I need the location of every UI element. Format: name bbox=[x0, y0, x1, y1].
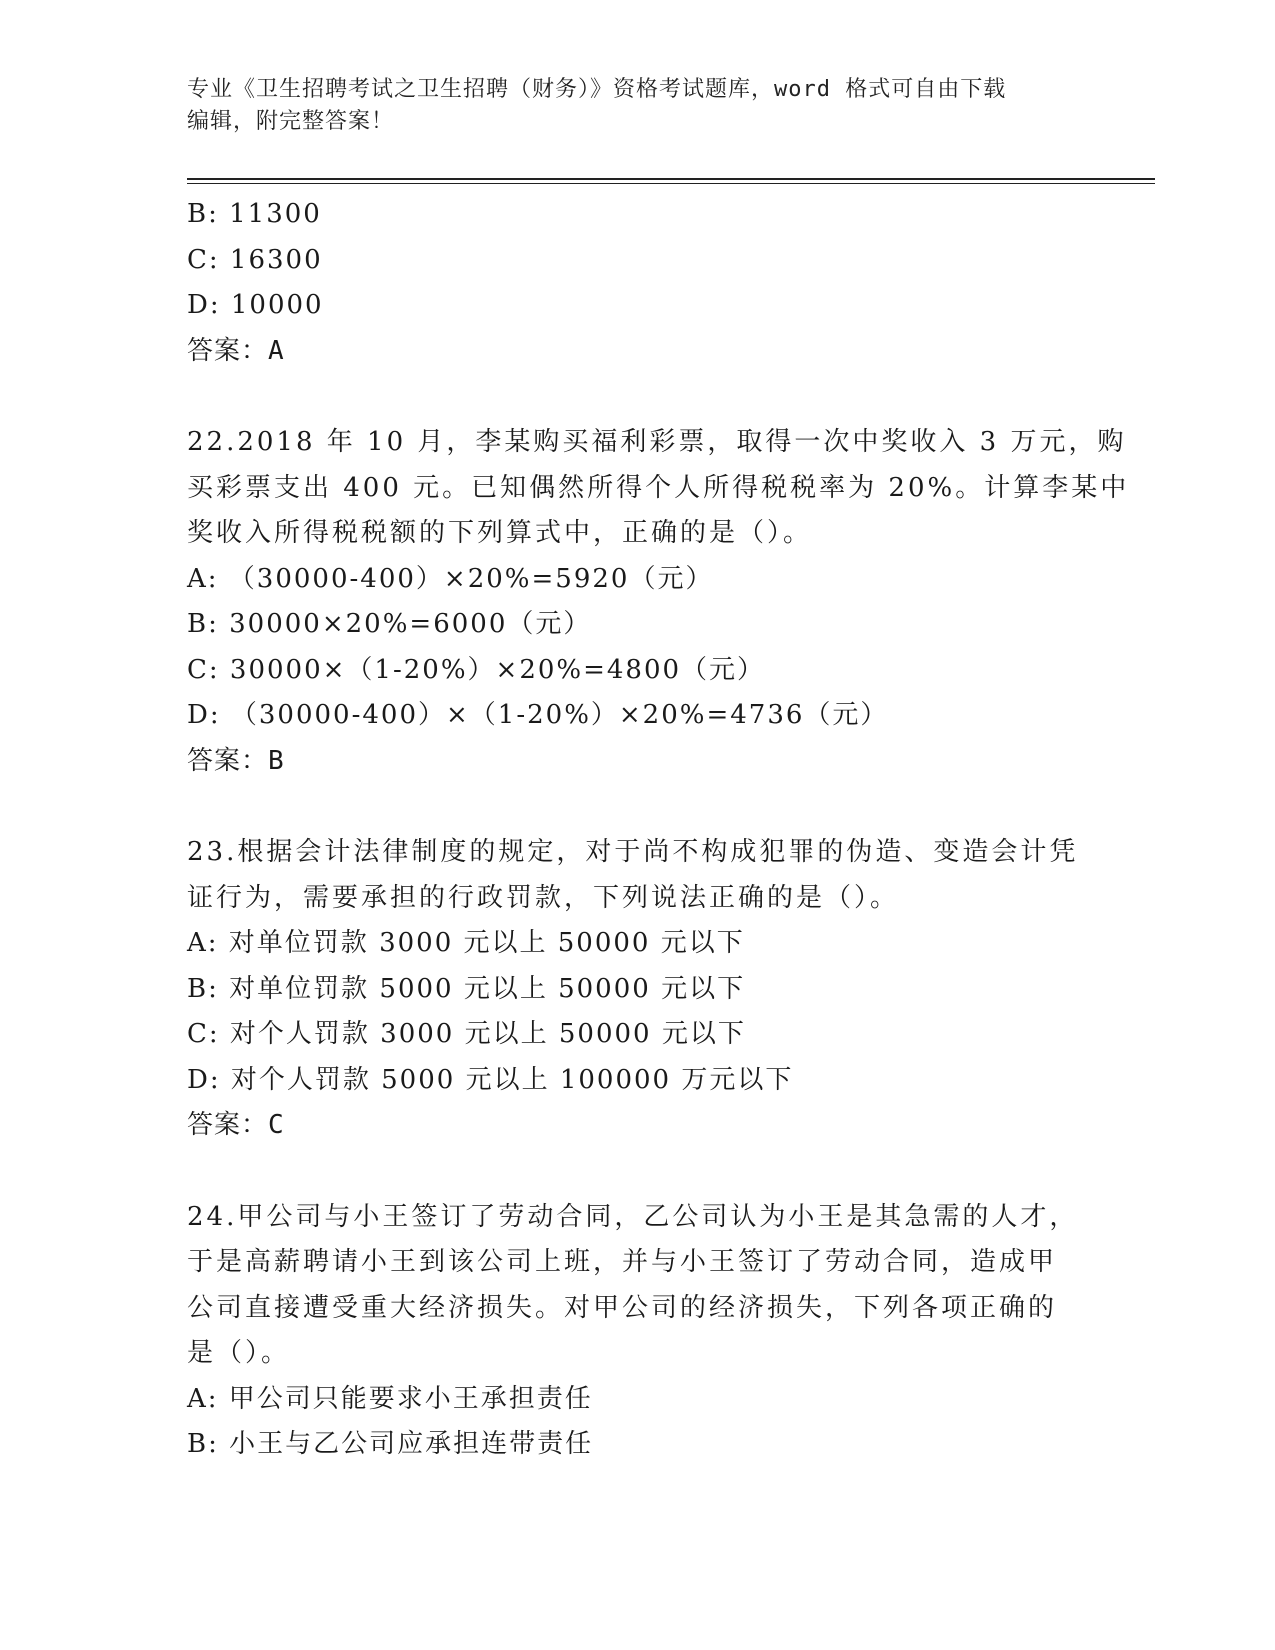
question-stem-line: 证行为，需要承担的行政罚款，下列说法正确的是（）。 bbox=[187, 882, 900, 913]
question-stem-line: 23.根据会计法律制度的规定，对于尚不构成犯罪的伪造、变造会计凭 bbox=[187, 837, 1079, 867]
question-stem-line: 是（）。 bbox=[187, 1338, 291, 1368]
question-stem-line: 奖收入所得税税额的下列算式中，正确的是（）。 bbox=[187, 518, 813, 548]
option-c: C: 16300 bbox=[187, 244, 323, 275]
option-b: B: 30000×20%=6000（元） bbox=[187, 609, 592, 639]
question-stem-line: 公司直接遭受重大经济损失。对甲公司的经济损失，下列各项正确的 bbox=[187, 1292, 1058, 1323]
option-c: C: 30000×（1-20%）×20%=4800（元） bbox=[187, 654, 766, 685]
header-rule-thick bbox=[187, 178, 1155, 180]
spacer bbox=[187, 784, 1087, 830]
question-stem-line: 于是高薪聘请小王到该公司上班，并与小王签订了劳动合同，造成甲 bbox=[187, 1247, 1058, 1277]
option-a: A: 甲公司只能要求小王承担责任 bbox=[187, 1383, 593, 1414]
question-21-tail bbox=[187, 192, 1087, 374]
option-b: B: 小王与乙公司应承担连带责任 bbox=[187, 1429, 594, 1459]
spacer bbox=[187, 374, 1087, 420]
option-b: B: 11300 bbox=[187, 199, 322, 229]
question-24 bbox=[187, 1195, 1087, 1468]
option-a: A: （30000-400）×20%=5920（元） bbox=[187, 563, 714, 594]
option-d: D: 对个人罚款 5000 元以上 100000 万元以下 bbox=[187, 1064, 794, 1095]
header-line-2: 编辑，附完整答案！ bbox=[187, 109, 395, 134]
option-d: D: 10000 bbox=[187, 290, 324, 320]
answer: 答案：C bbox=[187, 1110, 285, 1140]
option-d: D: （30000-400）×（1-20%）×20%=4736（元） bbox=[187, 700, 889, 730]
question-stem-line: 24.甲公司与小王签订了劳动合同，乙公司认为小王是其急需的人才， bbox=[187, 1201, 1079, 1232]
question-stem-line: 22.2018 年 10 月，李某购买福利彩票，取得一次中奖收入 3 万元，购 bbox=[187, 427, 1127, 457]
question-22 bbox=[187, 420, 1130, 784]
option-b: B: 对单位罚款 5000 元以上 50000 元以下 bbox=[187, 973, 746, 1004]
header-line-1: 专业《卫生招聘考试之卫生招聘（财务）》资格考试题库，word 格式可自由下载 bbox=[187, 77, 1007, 102]
question-body bbox=[187, 192, 1130, 1468]
page-header bbox=[187, 74, 1067, 138]
answer: 答案：B bbox=[187, 745, 285, 776]
question-23 bbox=[187, 830, 1087, 1149]
option-c: C: 对个人罚款 3000 元以上 50000 元以下 bbox=[187, 1019, 746, 1049]
header-rule-thin bbox=[187, 183, 1155, 184]
spacer bbox=[187, 1149, 1087, 1195]
option-a: A: 对单位罚款 3000 元以上 50000 元以下 bbox=[187, 928, 745, 958]
answer: 答案：A bbox=[187, 335, 285, 366]
question-stem-line: 买彩票支出 400 元。已知偶然所得个人所得税税率为 20%。计算李某中 bbox=[187, 472, 1130, 503]
